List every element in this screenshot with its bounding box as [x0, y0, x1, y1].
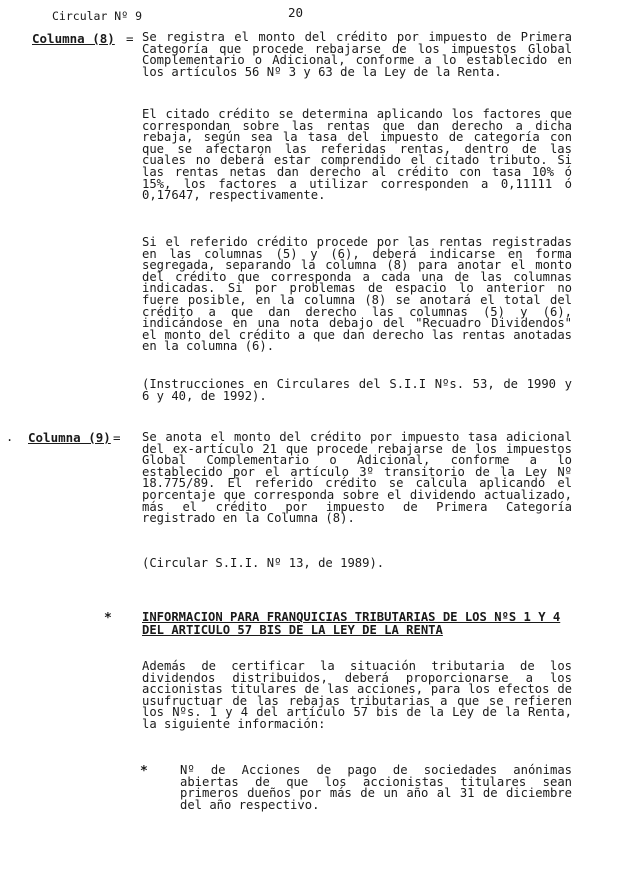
columna-8-paragraph-3: Si el referido crédito procede por las rentas registradas en las columnas (5) y (6), deberá indicarse en forma segregada, separando la columna (8) para anotar el monto del crédito que corresponda a cada una de las columnas indicadas. Si por problemas de espacio lo anterior no fuere posible, en la columna (8) se anotará el total del crédito a que dan derecho las columnas (5) y (6), indicándose en una nota debajo del "Recuadro Dividendos" el monto del crédito a que dan derecho las rentas anotadas en la columna (6).	[142, 235, 572, 354]
columna-9-paragraph-1: Se anota el monto del crédito por impuesto tasa adicional del ex-artículo 21 que procede rebajarse de los impuestos Global Complementario o Adicional, conforme a lo establecido por el artículo 3º transitorio de la Ley Nº 18.775/89. El referido crédito se calcula aplicando el porcentaje que corresponda sobre el dividendo actualizado, más el crédito por impuesto de Primera Categoría registrado en la Columna (8).	[142, 430, 572, 526]
columna-8-paragraph-2: El citado crédito se determina aplicando los factores que correspondan sobre las rentas que dan derecho a dicha rebaja, según sea la tasa del impuesto de categoría con que se afectaron las referidas rentas, dentro de las cuales no deberá estar comprendido el citado tributo. Si las rentas netas dan derecho al crédito con tasa 10% ó 15%, los factores a utilizar corresponden a 0,11111 ó 0,17647, respectivamente.	[142, 107, 572, 203]
columna-9-equals: =	[113, 430, 121, 445]
columna-8-term: Columna (8)	[32, 31, 115, 46]
list-item-bullet: *	[140, 764, 148, 779]
franquicias-intro: Además de certificar la situación tributaria de los dividendos distribuidos, deberá proporcionarse a los accionistas titulares de las acciones, para los efectos de usufructuar de las rebajas tributarias a que se refieren los Nºs. 1 y 4 del artículo 57 bis de la Ley de la Renta, la siguiente información:	[142, 659, 572, 731]
page-number: 20	[288, 5, 304, 20]
columna-8-paragraph-1: Se registra el monto del crédito por impuesto de Primera Categoría que procede rebajarse de los impuestos Global Complementario o Adicional, conforme a lo establecido en los artículos 56 Nº 3 y 63 de la Ley de la Renta.	[142, 30, 572, 79]
list-item: Nº de Acciones de pago de sociedades anónimas abiertas de que los accionistas titulares sean primeros dueños por más de un año al 31 de diciembre del año respectivo.	[180, 763, 572, 812]
circular-label: Circular Nº 9	[52, 9, 143, 23]
columna-8-reference: (Instrucciones en Circulares del S.I.I Nºs. 53, de 1990 y 6 y 40, de 1992).	[142, 377, 572, 403]
columna-9-term: Columna (9)	[28, 430, 111, 445]
columna-8-equals: =	[126, 31, 134, 46]
margin-dot: .	[6, 430, 14, 444]
columna-9-reference: (Circular S.I.I. Nº 13, de 1989).	[142, 556, 385, 570]
section-bullet: *	[104, 611, 112, 626]
franquicias-heading: INFORMACION PARA FRANQUICIAS TRIBUTARIAS DE LOS NºS 1 Y 4 DEL ARTICULO 57 BIS DE LA LEY DE LA RENTA	[142, 610, 561, 637]
